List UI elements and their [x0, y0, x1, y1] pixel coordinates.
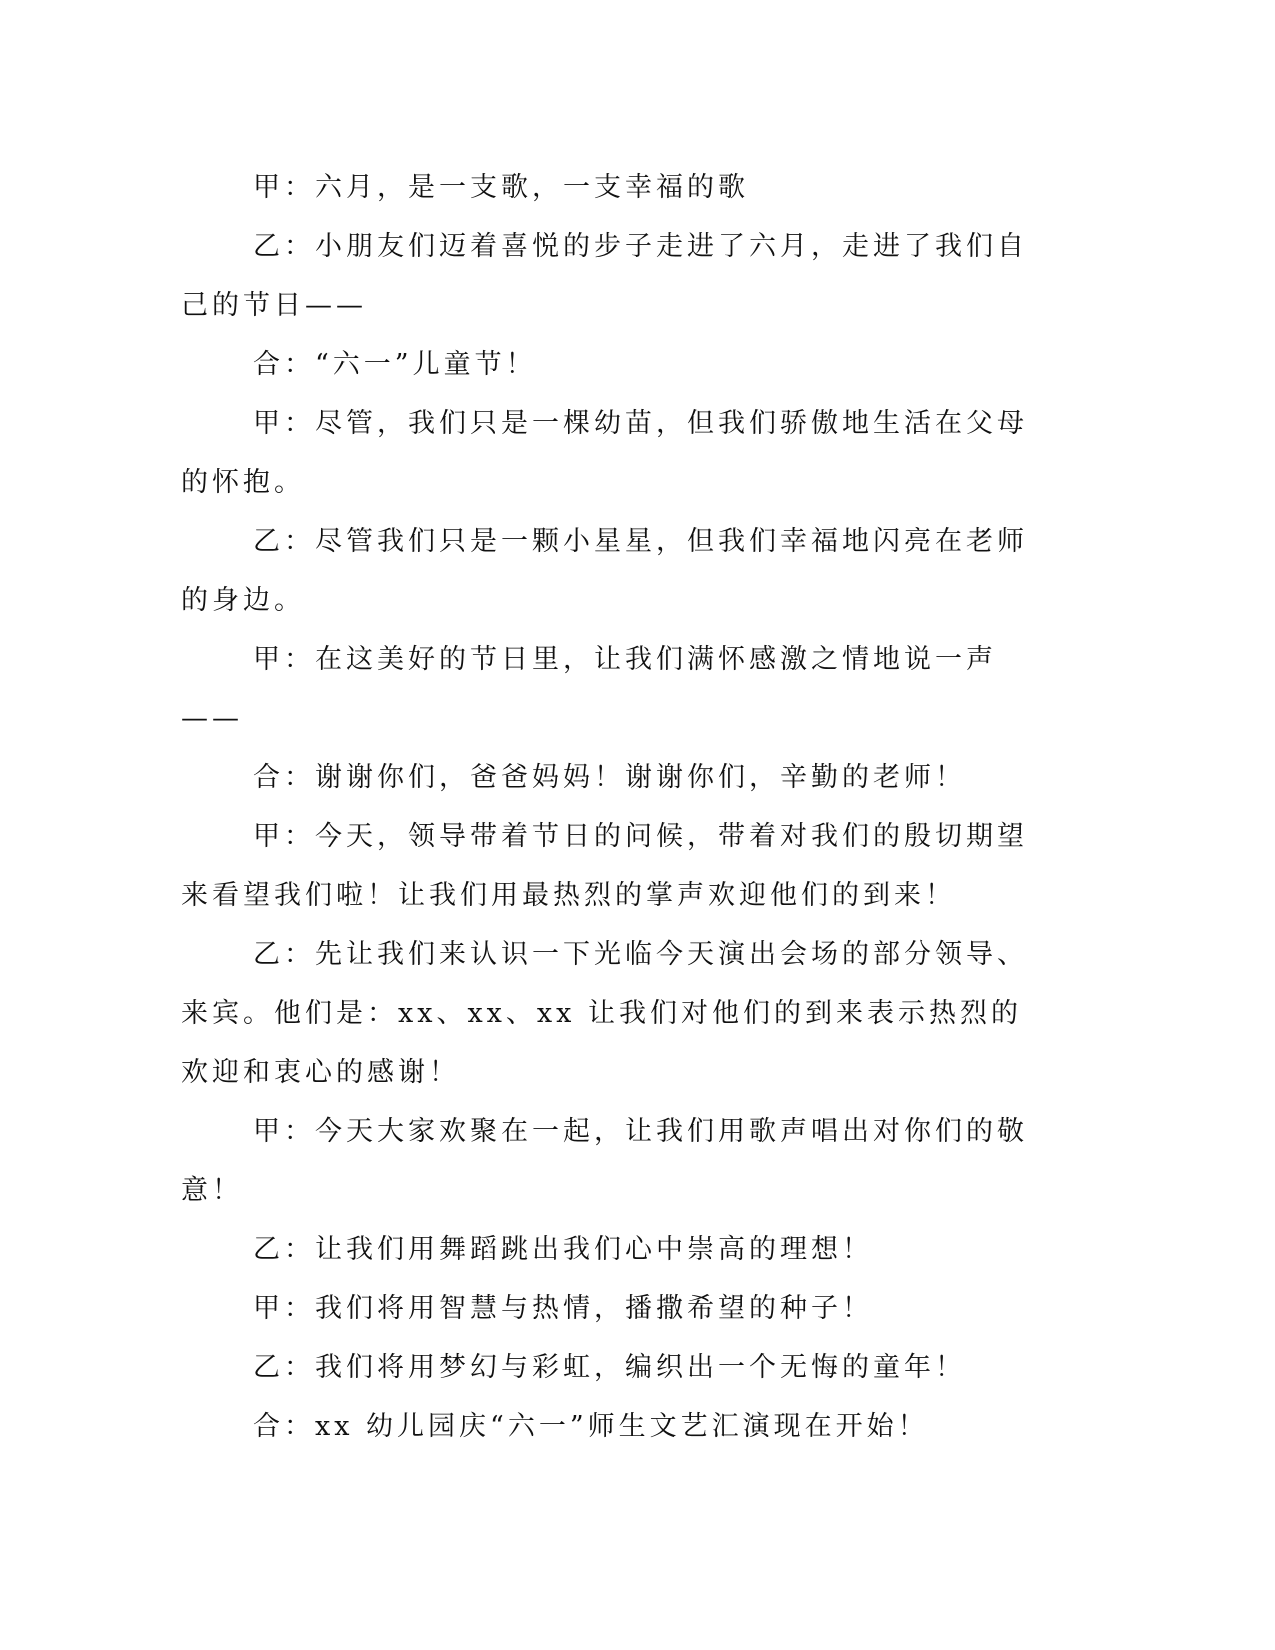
- paragraph: 甲：今天，领导带着节日的问候，带着对我们的殷切期望来看望我们啦！让我们用最热烈的掌声欢迎他们的到来！: [181, 821, 1028, 911]
- paragraph: 乙：尽管我们只是一颗小星星，但我们幸福地闪亮在老师的身边。: [181, 526, 1028, 616]
- paragraph: 乙：小朋友们迈着喜悦的步子走进了六月，走进了我们自己的节日——: [181, 231, 1028, 321]
- paragraph: 乙：我们将用梦幻与彩虹，编织出一个无悔的童年！: [253, 1352, 966, 1383]
- paragraph: 甲：在这美好的节日里，让我们满怀感激之情地说一声——: [181, 644, 997, 734]
- paragraph: 甲：今天大家欢聚在一起，让我们用歌声唱出对你们的敬意！: [181, 1116, 1028, 1206]
- paragraph: 合：xx 幼儿园庆“六一”师生文艺汇演现在开始！: [253, 1411, 929, 1442]
- paragraph: 甲：尽管，我们只是一棵幼苗，但我们骄傲地生活在父母的怀抱。: [181, 408, 1028, 498]
- paragraph: 乙：让我们用舞蹈跳出我们心中崇高的理想！: [253, 1234, 873, 1265]
- document-body: [181, 158, 1031, 1456]
- paragraph: 甲：我们将用智慧与热情，播撒希望的种子！: [253, 1293, 873, 1324]
- paragraph: 合：谢谢你们，爸爸妈妈！谢谢你们，辛勤的老师！: [253, 762, 966, 793]
- paragraph: 甲：六月，是一支歌，一支幸福的歌: [253, 172, 749, 203]
- paragraph: 合：“六一”儿童节！: [253, 349, 537, 380]
- paragraph: 乙：先让我们来认识一下光临今天演出会场的部分领导、来宾。他们是：xx、xx、xx 让我们对他们的到来表示热烈的欢迎和衷心的感谢！: [181, 939, 1028, 1088]
